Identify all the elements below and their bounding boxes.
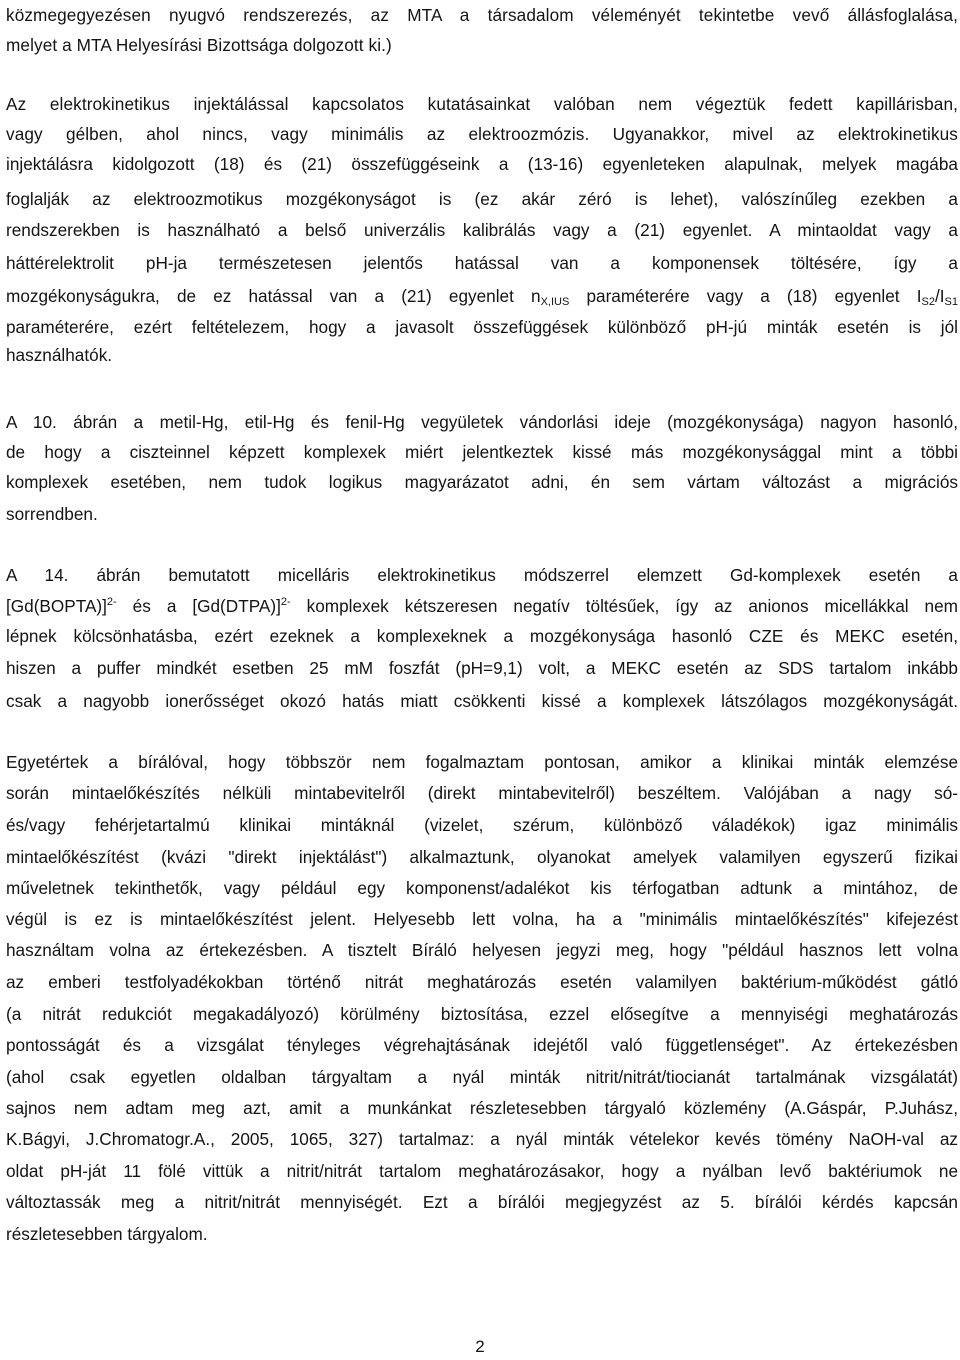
text-segment: /I bbox=[934, 286, 945, 306]
text-line: műveletnek tekinthetők, vagy például egy komponenst/adalékot kis térfogatban adtunk a mintához, de bbox=[6, 878, 958, 898]
text-line: használtam volna az értekezésben. A tisztelt Bíráló helyesen jegyzi meg, hogy "például hasznos lett volna bbox=[6, 940, 958, 960]
text-line: oldat pH-ját 11 fölé vittük a nitrit/nitrát tartalom meghatározásakor, hogy a nyálban levő baktériumok ne bbox=[6, 1161, 958, 1181]
text-segment: és a [Gd(DTPA)] bbox=[116, 596, 281, 616]
text-segment: mozgékonyságukra, de ez hatással van a (21) egyenlet n bbox=[6, 286, 541, 306]
text-line: sorrendben. bbox=[6, 504, 98, 524]
text-line: paraméterére, ezért feltételezem, hogy a javasolt összefüggések különböző pH-jú minták esetén is jól bbox=[6, 317, 958, 337]
text-line: foglalják az elektroozmotikus mozgékonyságot is (ez akár zéró is lehet), valószínűleg ezekben a bbox=[6, 189, 958, 209]
text-line: sajnos nem adtam meg azt, amit a munkánkat részletesebben tárgyaló közlemény (A.Gáspár, P.Juhász, bbox=[6, 1098, 958, 1118]
subscript-s2: S2 bbox=[921, 296, 935, 308]
text-segment: paraméterére vagy a (18) egyenlet I bbox=[569, 286, 922, 306]
subscript-nx: X,IUS bbox=[540, 296, 570, 308]
text-line: K.Bágyi, J.Chromatogr.A., 2005, 1065, 327) tartalmaz: a nyál minták vételekor kevés tömény NaOH-val az bbox=[6, 1129, 958, 1149]
text-line: A 14. ábrán bemutatott micelláris elektrokinetikus módszerrel elemzett Gd-komplexek esetén a bbox=[6, 565, 958, 585]
text-segment: [Gd(BOPTA)] bbox=[6, 596, 107, 616]
text-line: pontosságát és a vizsgálat tényleges végrehajtásának idejétől való függetlenséget". Az értekezésben bbox=[6, 1035, 958, 1055]
page-number: 2 bbox=[475, 1337, 485, 1356]
text-line: Az elektrokinetikus injektálással kapcsolatos kutatásainkat valóban nem végeztük fedett kapillárisban, bbox=[6, 94, 958, 114]
text-line: hiszen a puffer mindkét esetben 25 mM foszfát (pH=9,1) volt, a MEKC esetén az SDS tartalom inkább bbox=[6, 658, 958, 678]
text-line: mintaelőkészítést (kvázi "direkt injektálást") alkalmaztunk, olyanokat amelyek valamilyen egyszerű fizikai bbox=[6, 847, 958, 867]
text-line: injektálásra kidolgozott (18) és (21) összefüggéseink a (13-16) egyenleteken alapulnak, melyek magába bbox=[6, 154, 958, 174]
text-line: közmegegyezésen nyugvó rendszerezés, az MTA a társadalom véleményét tekintetbe vevő állásfoglalása, bbox=[6, 5, 958, 25]
text-line: az emberi testfolyadékokban történő nitrát meghatározás esetén valamilyen baktérium-működést gátló bbox=[6, 972, 958, 992]
text-line: háttérelektrolit pH-ja természetesen jelentős hatással van a komponensek töltésére, így a bbox=[6, 253, 958, 273]
text-line: csak a nagyobb ionerősséget okozó hatás miatt csökkenti kissé a komplexek látszólagos mozgékonyságát. bbox=[6, 691, 958, 711]
text-line: (ahol csak egyetlen oldalban tárgyaltam a nyál minták nitrit/nitrát/tiocianát tartalmának vizsgálatát) bbox=[6, 1067, 958, 1087]
text-line: melyet a MTA Helyesírási Bizottsága dolgozott ki.) bbox=[6, 35, 392, 55]
text-line: és/vagy fehérjetartalmú klinikai mintáknál (vizelet, szérum, különböző váladékok) igaz minimális bbox=[6, 815, 958, 835]
text-line: változtassák meg a nitrit/nitrát mennyiségét. Ezt a bírálói megjegyzést az 5. bírálói kérdés kapcsán bbox=[6, 1192, 958, 1212]
text-line: részletesebben tárgyalom. bbox=[6, 1224, 208, 1244]
superscript-charge: 2- bbox=[280, 596, 291, 608]
text-line: komplexek esetében, nem tudok logikus magyarázatot adni, én sem vártam változást a migrációs bbox=[6, 472, 958, 492]
text-line: használhatók. bbox=[6, 345, 113, 365]
text-line-with-superscripts bbox=[6, 591, 958, 621]
text-line: lépnek kölcsönhatásba, ezért ezeknek a komplexeknek a mozgékonysága hasonló CZE és MEKC esetén, bbox=[6, 626, 958, 646]
text-line: végül is ez is mintaelőkészítést jelent. Helyesebb lett volna, ha a "minimális mintaelőkészítés" kifejezést bbox=[6, 909, 958, 929]
text-line: (a nitrát redukciót megakadályozó) körülmény biztosítása, ezzel elősegítve a mennyiségi meghatározás bbox=[6, 1004, 958, 1024]
text-line: vagy gélben, ahol nincs, vagy minimális az elektroozmózis. Ugyanakkor, mivel az elektrokinetikus bbox=[6, 124, 958, 144]
text-line: rendszerekben is használható a belső univerzális kalibrálás vagy a (21) egyenlet. A mintaoldat vagy a bbox=[6, 220, 958, 240]
text-line: Egyetértek a bírálóval, hogy többször nem fogalmaztam pontosan, amikor a klinikai minták elemzése bbox=[6, 752, 958, 772]
text-segment: komplexek kétszeresen negatív töltésűek, így az anionos micellákkal nem bbox=[290, 596, 958, 616]
text-line-with-subscripts bbox=[6, 281, 958, 311]
subscript-s1: S1 bbox=[944, 296, 958, 308]
text-line: során mintaelőkészítés nélküli mintabevitelről (direkt mintabevitelről) beszéltem. Valójában a nagy só- bbox=[6, 783, 958, 803]
superscript-charge: 2- bbox=[106, 596, 117, 608]
text-line: de hogy a ciszteinnel képzett komplexek miért jelentkeztek kissé más mozgékonysággal mint a többi bbox=[6, 442, 958, 462]
text-line: A 10. ábrán a metil-Hg, etil-Hg és fenil-Hg vegyületek vándorlási ideje (mozgékonysága) nagyon hasonló, bbox=[6, 412, 958, 432]
